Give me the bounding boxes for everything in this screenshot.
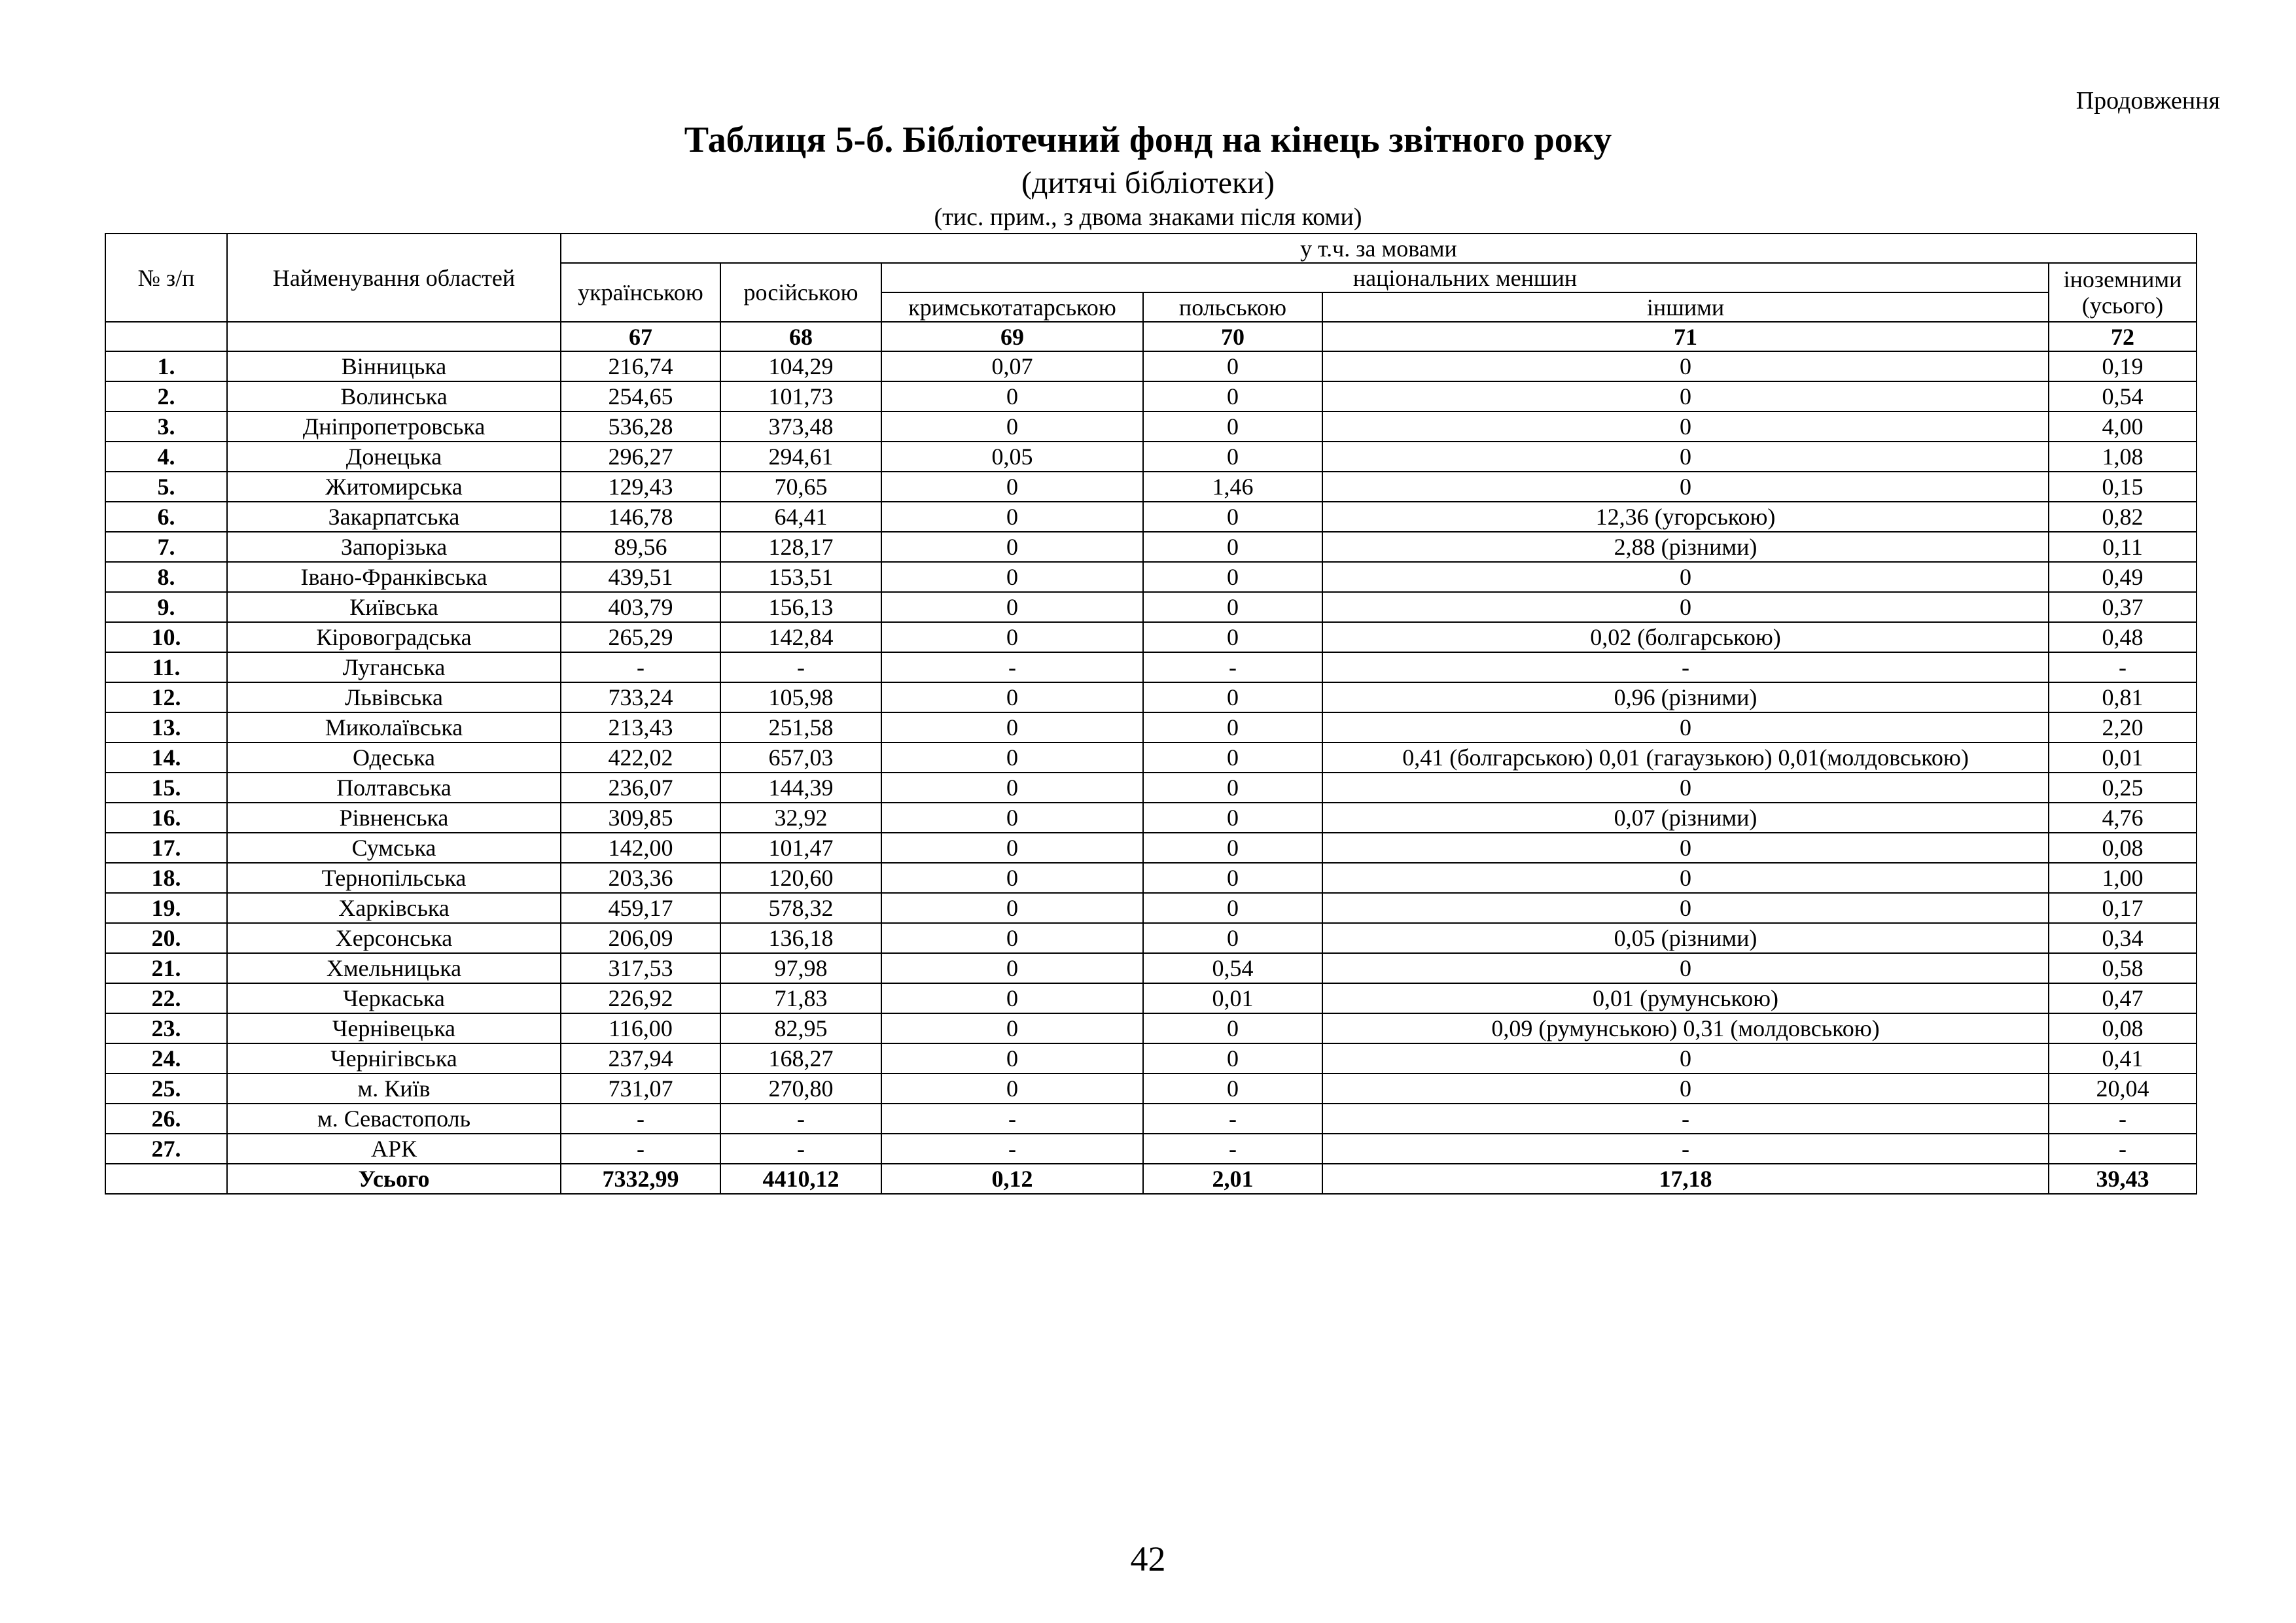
cell-russian: 251,58 (720, 712, 881, 742)
cell-row-no: 27. (105, 1134, 227, 1164)
cell-region-name: Закарпатська (227, 502, 561, 532)
cell-polish: 0,54 (1143, 953, 1322, 983)
cell-crimean-tatar: 0 (881, 532, 1143, 562)
cell-other: 0,01 (румунською) (1322, 983, 2049, 1013)
column-number-70: 70 (1143, 322, 1322, 351)
cell-region-name: Дніпропетровська (227, 411, 561, 442)
table-row (105, 1104, 2197, 1134)
cell-polish: 2,01 (1143, 1164, 1322, 1194)
cell-region-name: Черкаська (227, 983, 561, 1013)
cell-crimean-tatar: 0 (881, 983, 1143, 1013)
empty-cell (227, 322, 561, 351)
cell-row-no: 3. (105, 411, 227, 442)
cell-other: 2,88 (різними) (1322, 532, 2049, 562)
cell-crimean-tatar: 0 (881, 502, 1143, 532)
table-row (105, 472, 2197, 502)
cell-region-name: Луганська (227, 652, 561, 682)
column-number-69: 69 (881, 322, 1143, 351)
cell-russian: 105,98 (720, 682, 881, 712)
cell-other: 12,36 (угорською) (1322, 502, 2049, 532)
table-row (105, 893, 2197, 923)
cell-crimean-tatar: 0 (881, 1073, 1143, 1104)
cell-ukrainian: 89,56 (561, 532, 720, 562)
cell-crimean-tatar: - (881, 652, 1143, 682)
cell-russian: 142,84 (720, 622, 881, 652)
cell-region-name: Волинська (227, 381, 561, 411)
cell-polish: 0 (1143, 863, 1322, 893)
cell-crimean-tatar: 0 (881, 381, 1143, 411)
header-row-no: № з/п (105, 234, 227, 322)
cell-crimean-tatar: 0 (881, 411, 1143, 442)
cell-other: - (1322, 1104, 2049, 1134)
cell-region-name: Івано-Франківська (227, 562, 561, 592)
cell-region-name: Тернопільська (227, 863, 561, 893)
cell-russian: 101,73 (720, 381, 881, 411)
table-row (105, 562, 2197, 592)
cell-polish: 0 (1143, 592, 1322, 622)
cell-row-no: 6. (105, 502, 227, 532)
cell-region-name: Донецька (227, 442, 561, 472)
continuation-label: Продовження (2075, 87, 2220, 114)
cell-row-no: 13. (105, 712, 227, 742)
cell-polish: 0 (1143, 1073, 1322, 1104)
cell-crimean-tatar: 0,05 (881, 442, 1143, 472)
cell-polish: 0 (1143, 442, 1322, 472)
cell-russian: 82,95 (720, 1013, 881, 1043)
cell-polish: 0,01 (1143, 983, 1322, 1013)
total-row (105, 1164, 2197, 1194)
cell-row-no: 26. (105, 1104, 227, 1134)
cell-crimean-tatar: 0 (881, 893, 1143, 923)
cell-region-name: Запорізька (227, 532, 561, 562)
cell-russian: 144,39 (720, 773, 881, 803)
cell-polish: 1,46 (1143, 472, 1322, 502)
cell-row-no: 10. (105, 622, 227, 652)
column-number-67: 67 (561, 322, 720, 351)
cell-foreign: 0,82 (2049, 502, 2197, 532)
column-number-71: 71 (1322, 322, 2049, 351)
cell-crimean-tatar: 0 (881, 833, 1143, 863)
cell-row-no: 8. (105, 562, 227, 592)
cell-crimean-tatar: 0 (881, 472, 1143, 502)
cell-region-name: Вінницька (227, 351, 561, 381)
cell-crimean-tatar: - (881, 1104, 1143, 1134)
cell-other: 0 (1322, 833, 2049, 863)
column-number-72: 72 (2049, 322, 2197, 351)
cell-region-name: Харківська (227, 893, 561, 923)
cell-russian: 578,32 (720, 893, 881, 923)
table-row (105, 592, 2197, 622)
cell-foreign: 39,43 (2049, 1164, 2197, 1194)
cell-ukrainian: 129,43 (561, 472, 720, 502)
cell-ukrainian: 226,92 (561, 983, 720, 1013)
cell-foreign: 1,08 (2049, 442, 2197, 472)
cell-polish: 0 (1143, 532, 1322, 562)
cell-polish: 0 (1143, 742, 1322, 773)
cell-foreign: 0,81 (2049, 682, 2197, 712)
cell-foreign: 2,20 (2049, 712, 2197, 742)
cell-foreign: 20,04 (2049, 1073, 2197, 1104)
cell-polish: - (1143, 652, 1322, 682)
cell-region-name: Хмельницька (227, 953, 561, 983)
cell-ukrainian: 309,85 (561, 803, 720, 833)
cell-polish: 0 (1143, 833, 1322, 863)
cell-other: 0 (1322, 1073, 2049, 1104)
table-row (105, 1013, 2197, 1043)
cell-foreign: 0,54 (2049, 381, 2197, 411)
cell-crimean-tatar: 0 (881, 622, 1143, 652)
cell-row-no: 14. (105, 742, 227, 773)
cell-ukrainian: 213,43 (561, 712, 720, 742)
cell-ukrainian: 536,28 (561, 411, 720, 442)
table-row (105, 1134, 2197, 1164)
cell-ukrainian: 142,00 (561, 833, 720, 863)
cell-foreign: 0,11 (2049, 532, 2197, 562)
cell-row-no: 7. (105, 532, 227, 562)
cell-crimean-tatar: 0 (881, 1043, 1143, 1073)
header-crimean-tatar: кримськотатарською (881, 292, 1143, 322)
table-row (105, 682, 2197, 712)
cell-foreign: 0,34 (2049, 923, 2197, 953)
header-minorities: національних меншин (881, 263, 2049, 292)
cell-row-no: 16. (105, 803, 227, 833)
table-row (105, 1043, 2197, 1073)
cell-russian: 136,18 (720, 923, 881, 953)
cell-row-no: 25. (105, 1073, 227, 1104)
cell-foreign: 0,01 (2049, 742, 2197, 773)
cell-russian: 657,03 (720, 742, 881, 773)
cell-russian: 71,83 (720, 983, 881, 1013)
cell-ukrainian: - (561, 1104, 720, 1134)
cell-polish: 0 (1143, 712, 1322, 742)
table-row (105, 381, 2197, 411)
cell-other: 0 (1322, 381, 2049, 411)
cell-row-no: 23. (105, 1013, 227, 1043)
cell-crimean-tatar: - (881, 1134, 1143, 1164)
cell-foreign: 0,08 (2049, 833, 2197, 863)
cell-other: 0,07 (різними) (1322, 803, 2049, 833)
cell-foreign: 1,00 (2049, 863, 2197, 893)
cell-foreign: 0,49 (2049, 562, 2197, 592)
cell-row-no: 19. (105, 893, 227, 923)
cell-row-no: 5. (105, 472, 227, 502)
cell-foreign: - (2049, 1104, 2197, 1134)
cell-row-no: 1. (105, 351, 227, 381)
cell-polish: 0 (1143, 1013, 1322, 1043)
cell-polish: 0 (1143, 622, 1322, 652)
table-body (105, 351, 2197, 1194)
cell-crimean-tatar: 0 (881, 682, 1143, 712)
cell-ukrainian: 116,00 (561, 1013, 720, 1043)
cell-other: 0 (1322, 351, 2049, 381)
cell-ukrainian: - (561, 652, 720, 682)
cell-foreign: 0,58 (2049, 953, 2197, 983)
cell-polish: 0 (1143, 351, 1322, 381)
cell-other: - (1322, 1134, 2049, 1164)
cell-row-no: 9. (105, 592, 227, 622)
table-row (105, 923, 2197, 953)
cell-other: 0 (1322, 863, 2049, 893)
cell-other: 0 (1322, 712, 2049, 742)
cell-foreign: 4,76 (2049, 803, 2197, 833)
cell-row-no: 4. (105, 442, 227, 472)
cell-ukrainian: 403,79 (561, 592, 720, 622)
cell-crimean-tatar: 0 (881, 773, 1143, 803)
cell-crimean-tatar: 0 (881, 923, 1143, 953)
cell-russian: - (720, 1104, 881, 1134)
cell-other: 0 (1322, 442, 2049, 472)
cell-polish: - (1143, 1134, 1322, 1164)
cell-other: 0,09 (румунською) 0,31 (молдовською) (1322, 1013, 2049, 1043)
cell-crimean-tatar: 0 (881, 742, 1143, 773)
cell-crimean-tatar: 0 (881, 1013, 1143, 1043)
cell-row-no: 20. (105, 923, 227, 953)
cell-ukrainian: 731,07 (561, 1073, 720, 1104)
cell-foreign: 0,25 (2049, 773, 2197, 803)
cell-row-no: 21. (105, 953, 227, 983)
cell-foreign: 0,47 (2049, 983, 2197, 1013)
cell-other: 0,41 (болгарською) 0,01 (гагаузькою) 0,01(молдовською) (1322, 742, 2049, 773)
cell-other: 0 (1322, 1043, 2049, 1073)
header-other: іншими (1322, 292, 2049, 322)
cell-region-name: Полтавська (227, 773, 561, 803)
cell-region-name: Львівська (227, 682, 561, 712)
cell-region-name: Сумська (227, 833, 561, 863)
cell-foreign: - (2049, 1134, 2197, 1164)
cell-polish: 0 (1143, 562, 1322, 592)
header-ukrainian: українською (561, 263, 720, 322)
cell-other: 0 (1322, 472, 2049, 502)
cell-other: 0 (1322, 562, 2049, 592)
table-row (105, 442, 2197, 472)
table-row (105, 833, 2197, 863)
table-row (105, 712, 2197, 742)
cell-crimean-tatar: 0 (881, 592, 1143, 622)
cell-foreign: 0,17 (2049, 893, 2197, 923)
cell-other: 0 (1322, 411, 2049, 442)
cell-crimean-tatar: 0 (881, 953, 1143, 983)
cell-region-name: м. Севастополь (227, 1104, 561, 1134)
header-polish: польською (1143, 292, 1322, 322)
table-row (105, 652, 2197, 682)
cell-other: 0,02 (болгарською) (1322, 622, 2049, 652)
cell-polish: 0 (1143, 411, 1322, 442)
cell-ukrainian: 459,17 (561, 893, 720, 923)
header-by-language: у т.ч. за мовами (561, 234, 2197, 263)
table-row (105, 622, 2197, 652)
cell-russian: 168,27 (720, 1043, 881, 1073)
cell-crimean-tatar: 0 (881, 562, 1143, 592)
cell-crimean-tatar: 0 (881, 803, 1143, 833)
cell-other: 0 (1322, 592, 2049, 622)
header-russian: російською (720, 263, 881, 322)
cell-ukrainian: 237,94 (561, 1043, 720, 1073)
cell-russian: 294,61 (720, 442, 881, 472)
cell-russian: 156,13 (720, 592, 881, 622)
cell-row-no: 24. (105, 1043, 227, 1073)
cell-ukrainian: - (561, 1134, 720, 1164)
cell-ukrainian: 7332,99 (561, 1164, 720, 1194)
cell-region-name: Чернігівська (227, 1043, 561, 1073)
cell-region-name: Миколаївська (227, 712, 561, 742)
table-row (105, 803, 2197, 833)
table-row (105, 983, 2197, 1013)
header-foreign: іноземними (усього) (2049, 263, 2197, 322)
cell-ukrainian: 146,78 (561, 502, 720, 532)
cell-ukrainian: 439,51 (561, 562, 720, 592)
cell-russian: 104,29 (720, 351, 881, 381)
cell-russian: 270,80 (720, 1073, 881, 1104)
cell-polish: 0 (1143, 923, 1322, 953)
cell-russian: 101,47 (720, 833, 881, 863)
cell-polish: 0 (1143, 381, 1322, 411)
cell-other: - (1322, 652, 2049, 682)
cell-region-name: Рівненська (227, 803, 561, 833)
cell-region-name: м. Київ (227, 1073, 561, 1104)
empty-cell (105, 322, 227, 351)
cell-foreign: 0,37 (2049, 592, 2197, 622)
table-row (105, 1073, 2197, 1104)
cell-region-name: Житомирська (227, 472, 561, 502)
cell-ukrainian: 206,09 (561, 923, 720, 953)
cell-polish: 0 (1143, 893, 1322, 923)
table-row (105, 773, 2197, 803)
cell-row-no: 15. (105, 773, 227, 803)
cell-region-name: Одеська (227, 742, 561, 773)
header-region: Найменування областей (227, 234, 561, 322)
table-row (105, 953, 2197, 983)
cell-crimean-tatar: 0 (881, 863, 1143, 893)
cell-row-no: 12. (105, 682, 227, 712)
cell-row-no: 18. (105, 863, 227, 893)
cell-crimean-tatar: 0 (881, 712, 1143, 742)
cell-russian: 4410,12 (720, 1164, 881, 1194)
cell-ukrainian: 265,29 (561, 622, 720, 652)
cell-ukrainian: 254,65 (561, 381, 720, 411)
cell-region-name: АРК (227, 1134, 561, 1164)
page-number: 42 (1130, 1539, 1166, 1579)
cell-russian: 373,48 (720, 411, 881, 442)
cell-russian: 153,51 (720, 562, 881, 592)
cell-region-name: Чернівецька (227, 1013, 561, 1043)
cell-russian: 70,65 (720, 472, 881, 502)
cell-russian: 97,98 (720, 953, 881, 983)
cell-ukrainian: 317,53 (561, 953, 720, 983)
table-row (105, 351, 2197, 381)
cell-polish: 0 (1143, 1043, 1322, 1073)
table-row (105, 502, 2197, 532)
cell-other: 0 (1322, 773, 2049, 803)
cell-other: 17,18 (1322, 1164, 2049, 1194)
cell-ukrainian: 203,36 (561, 863, 720, 893)
cell-region-name: Херсонська (227, 923, 561, 953)
cell-polish: 0 (1143, 803, 1322, 833)
table-row (105, 532, 2197, 562)
cell-ukrainian: 422,02 (561, 742, 720, 773)
cell-row-no: 17. (105, 833, 227, 863)
cell-other: 0,96 (різними) (1322, 682, 2049, 712)
cell-other: 0,05 (різними) (1322, 923, 2049, 953)
column-number-68: 68 (720, 322, 881, 351)
cell-polish: 0 (1143, 682, 1322, 712)
cell-ukrainian: 296,27 (561, 442, 720, 472)
cell-row-no: 11. (105, 652, 227, 682)
cell-foreign: 4,00 (2049, 411, 2197, 442)
cell-ukrainian: 733,24 (561, 682, 720, 712)
cell-crimean-tatar: 0,07 (881, 351, 1143, 381)
cell-ukrainian: 216,74 (561, 351, 720, 381)
cell-other: 0 (1322, 893, 2049, 923)
library-fund-table (105, 233, 2197, 1195)
cell-russian: 120,60 (720, 863, 881, 893)
cell-foreign: - (2049, 652, 2197, 682)
cell-foreign: 0,48 (2049, 622, 2197, 652)
cell-russian: 128,17 (720, 532, 881, 562)
cell-crimean-tatar: 0,12 (881, 1164, 1143, 1194)
table-subtitle: (дитячі бібліотеки) (1021, 166, 1275, 200)
cell-foreign: 0,41 (2049, 1043, 2197, 1073)
cell-region-name: Київська (227, 592, 561, 622)
cell-polish: - (1143, 1104, 1322, 1134)
cell-region-name: Кіровоградська (227, 622, 561, 652)
cell-row-no (105, 1164, 227, 1194)
units-note: (тис. прим., з двома знаками після коми) (934, 203, 1362, 231)
cell-russian: 64,41 (720, 502, 881, 532)
cell-other: 0 (1322, 953, 2049, 983)
table-row (105, 411, 2197, 442)
table-row (105, 863, 2197, 893)
cell-region-name: Усього (227, 1164, 561, 1194)
table-title: Таблиця 5-б. Бібліотечний фонд на кінець звітного року (684, 120, 1612, 160)
cell-polish: 0 (1143, 502, 1322, 532)
cell-russian: - (720, 652, 881, 682)
cell-ukrainian: 236,07 (561, 773, 720, 803)
table-row (105, 742, 2197, 773)
cell-foreign: 0,15 (2049, 472, 2197, 502)
cell-row-no: 22. (105, 983, 227, 1013)
cell-polish: 0 (1143, 773, 1322, 803)
cell-russian: 32,92 (720, 803, 881, 833)
cell-russian: - (720, 1134, 881, 1164)
cell-row-no: 2. (105, 381, 227, 411)
cell-foreign: 0,19 (2049, 351, 2197, 381)
cell-foreign: 0,08 (2049, 1013, 2197, 1043)
